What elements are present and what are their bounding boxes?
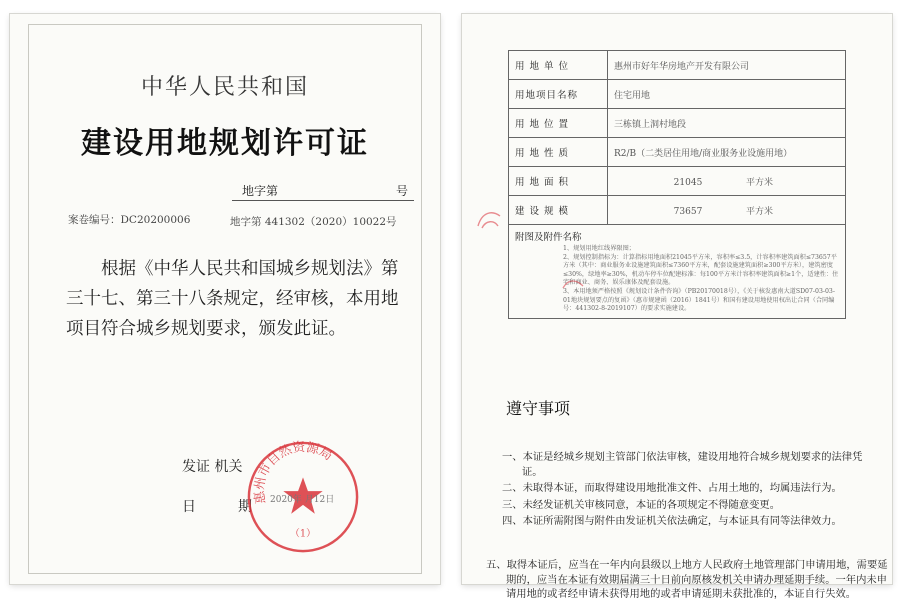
seal-text: 惠州市自然资源局 bbox=[252, 439, 335, 505]
stamp-mark-icon bbox=[474, 206, 504, 234]
row-label: 用地项目名称 bbox=[509, 80, 608, 109]
row-number: 21045 bbox=[673, 177, 703, 188]
row-label: 用 地 性 质 bbox=[509, 138, 608, 167]
date-label bbox=[182, 496, 252, 516]
row-value: 三栋镇上洞村地段 bbox=[608, 109, 846, 138]
country-heading: 中华人民共和国 bbox=[140, 75, 309, 100]
note-item: 一、本证是经城乡规划主管部门依法审核，建设用地符合城乡规划要求的法律凭证。 bbox=[502, 451, 863, 478]
row-value: R2/B（二类居住用地/商业服务业设施用地） bbox=[608, 138, 846, 167]
land-info-table bbox=[508, 50, 846, 319]
row-unit: 平方米 bbox=[746, 206, 774, 217]
table-row bbox=[509, 109, 846, 138]
annex-label: 附图及附件名称 bbox=[515, 232, 582, 243]
row-value bbox=[608, 167, 846, 196]
row-label: 建 设 规 模 bbox=[509, 196, 608, 225]
table-row bbox=[509, 196, 846, 225]
certificate-back-page bbox=[462, 14, 892, 600]
table-row bbox=[509, 167, 846, 196]
stamp-mark-icon bbox=[560, 276, 586, 294]
certificate-title: 建设用地规划许可证 bbox=[81, 126, 369, 161]
row-number: 73657 bbox=[673, 206, 703, 217]
row-value bbox=[608, 196, 846, 225]
certificate-body-text: 根据《中华人民共和国城乡规划法》第三十七、第三十八条规定，经审核，本用地项目符合城乡规划要求，颁发此证。 bbox=[66, 259, 399, 339]
notes-title: 遵守事项 bbox=[506, 399, 571, 418]
issue-date: 2020年 月12日 bbox=[270, 495, 335, 505]
certificate-front-page bbox=[10, 14, 440, 584]
date-label-day: 日 bbox=[182, 499, 196, 515]
note-item: 三、未经发证机关审核同意，本证的各项规定不得随意变更。 bbox=[502, 498, 781, 511]
number-suffix: 号 bbox=[395, 184, 408, 198]
row-label: 用 地 面 积 bbox=[509, 167, 608, 196]
number-prefix: 地字第 bbox=[242, 184, 279, 198]
row-value: 住宅用地 bbox=[608, 80, 846, 109]
table-row bbox=[509, 80, 846, 109]
table-row bbox=[509, 51, 846, 80]
row-label: 用 地 单 位 bbox=[509, 51, 608, 80]
annex-line: 3、本用地须严格按照《规划设计条件咨询》（PB20170018号），《关于核发惠南大道SD07-03-03-01地块规划要点的复函》（惠市规建函（2016）1841号）和国有建设用地使用权出让合同（合同编号：441302-8-2019107）的要求实施建设。 bbox=[563, 287, 835, 313]
row-unit: 平方米 bbox=[746, 177, 774, 188]
annex-line: 2、规划控制指标为：计算指标用地面积21045平方米，容积率≤3.5，计容积率建筑面积≤73657平方米（其中：商业服务业设施建筑面积≤7360平方米，配套设施建筑面积≥300平方米），建筑密度≤30%，绿地率≥30%，机动车停车位配建标准：每100平方米计容积率建筑面积≥1个，适建性：住宅和商业、商务、娱乐康体及配套设施。 bbox=[563, 253, 839, 287]
annex-line: 1、规划用地红线界限图； bbox=[563, 245, 635, 252]
date-label-period: 期 bbox=[238, 499, 252, 515]
note-item: 四、本证所需附图与附件由发证机关依法确定，与本证具有同等法律效力。 bbox=[502, 515, 842, 527]
row-value: 惠州市好年华房地产开发有限公司 bbox=[608, 51, 846, 80]
seal-number: （1） bbox=[290, 528, 316, 540]
note-item: 五、取得本证后，应当在一年内向县级以上地方人民政府土地管理部门申请用地，需要延期的，应当在本证有效期届满三十日前向原核发机关申请办理延期手续。一年内未申请用地的或者经申请未获得用地的或者申请延期未获批准的，本证自行失效。 bbox=[486, 559, 888, 600]
issuing-authority-label: 发证 机关 bbox=[182, 459, 243, 475]
certificate-number-line bbox=[232, 182, 414, 201]
case-number: 案卷编号：DC20200006 bbox=[68, 214, 191, 226]
certificate-body bbox=[66, 254, 411, 344]
annex-row bbox=[509, 225, 846, 319]
table-row bbox=[509, 138, 846, 167]
note-item: 二、未取得本证，而取得建设用地批准文件、占用土地的，均属违法行为。 bbox=[502, 482, 842, 494]
notes-list bbox=[486, 450, 888, 600]
row-label: 用 地 位 置 bbox=[509, 109, 608, 138]
land-number: 地字第 441302（2020）10022号 bbox=[230, 216, 397, 228]
